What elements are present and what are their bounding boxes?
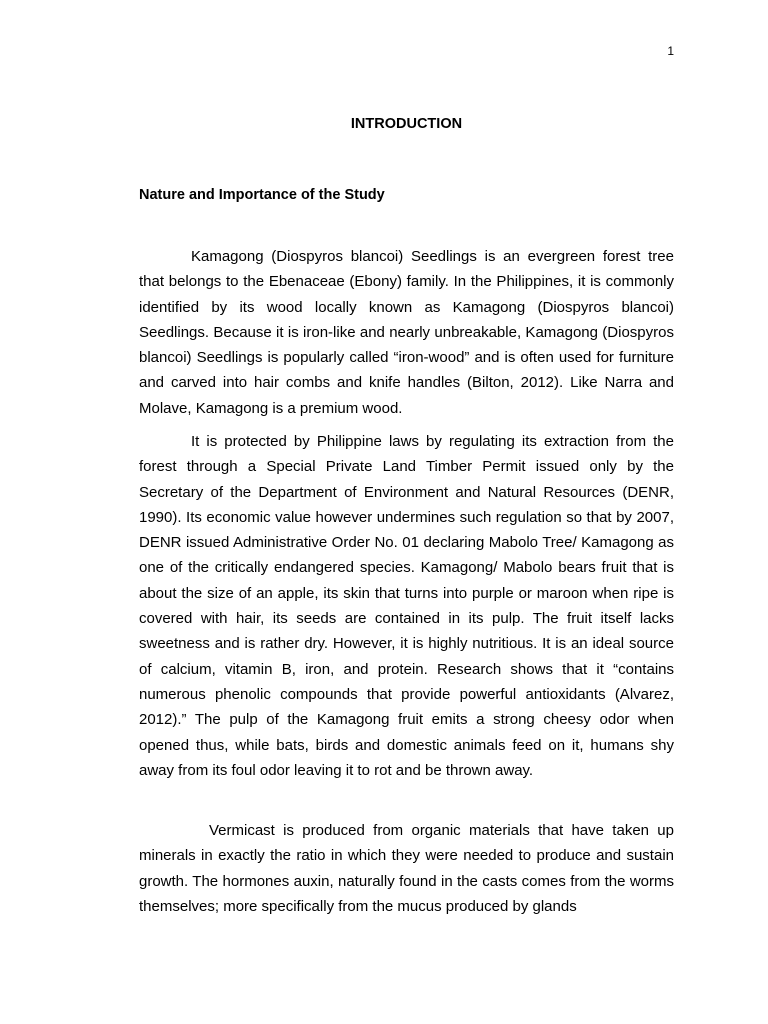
paragraph-vermicast: Vermicast is produced from organic materials that have taken up minerals in exactly the ratio in which they were needed to produce and sustain growth. The hormones auxin, naturally found in the casts comes from the worms themselves; more specifically from the mucus produced by glands — [139, 822, 674, 915]
paragraph-legal-protection: It is protected by Philippine laws by regulating its extraction from the forest through a Special Private Land Timber Permit issued only by the Secretary of the Department of Environment and Natural Resources (DENR, 1990). Its economic value however undermines such regulation so that by 2007, DENR issued Administrative Order No. 01 declaring Mabolo Tree/ Kamagong as one of the critically endangered species. Kamagong/ Mabolo bears fruit that is about the size of an apple, its skin that turns into purple or maroon when ripe is covered with hair, its seeds are contained in its pulp. The fruit itself lacks sweetness and is rather dry. However, it is highly nutritious. It is an ideal source of calcium, vitamin B, iron, and protein. Research shows that it “contains numerous phenolic compounds that provide powerful antioxidants (Alvarez, 2012).” The pulp of the Kamagong fruit emits a strong cheesy odor when opened thus, while bats, birds and domestic animals feed on it, humans shy away from its foul odor leaving it to rot and be thrown away. — [139, 433, 674, 779]
section-heading: Nature and Importance of the Study — [139, 187, 385, 203]
paragraph-kamagong-description: Kamagong (Diospyros blancoi) Seedlings is an evergreen forest tree that belongs to the Ebenaceae (Ebony) family. In the Philippines, it is commonly identified by its wood locally known as Kamagong (Diospyros blancoi) Seedlings. Because it is iron-like and nearly unbreakable, Kamagong (Diospyros blancoi) Seedlings is popularly called “iron-wood” and is often used for furniture and carved into hair combs and knife handles (Bilton, 2012). Like Narra and Molave, Kamagong is a premium wood. — [139, 248, 674, 417]
page-title: INTRODUCTION — [350, 116, 463, 132]
page-number: 1 — [667, 44, 674, 58]
